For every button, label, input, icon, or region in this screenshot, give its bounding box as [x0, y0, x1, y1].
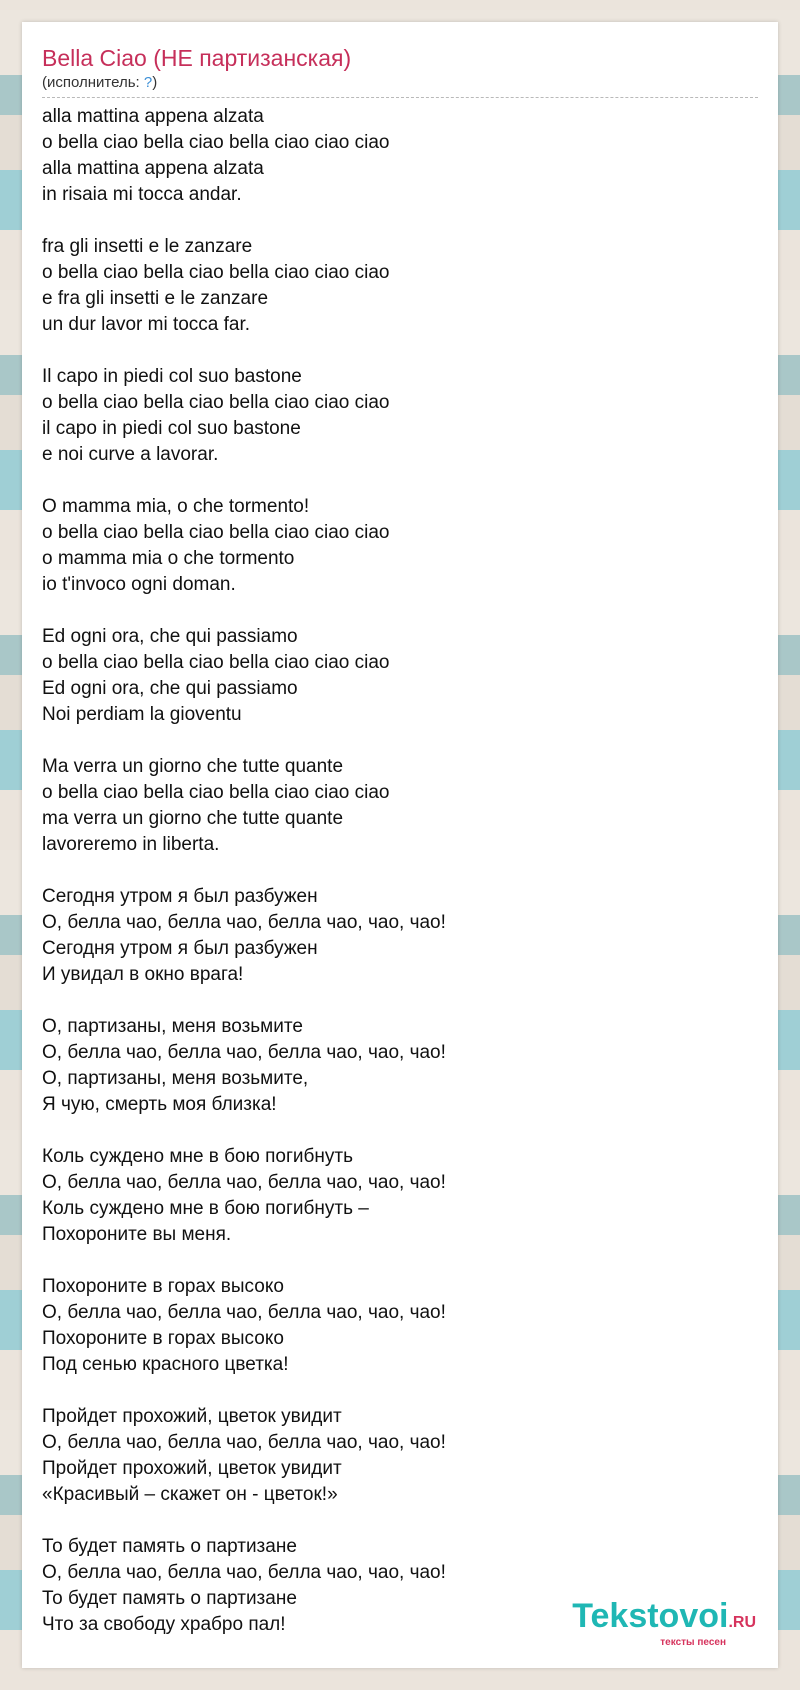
lyrics-stanza: [42, 364, 742, 468]
lyrics-line: О, партизаны, меня возьмите,: [42, 1068, 309, 1089]
lyrics-line: Коль суждено мне в бою погибнуть –: [42, 1198, 369, 1219]
logo-wordmark: [572, 1598, 756, 1641]
lyrics-line: О, белла чао, белла чао, белла чао, чао, чао!: [42, 1172, 446, 1193]
lyrics-line: o bella ciao bella ciao bella ciao ciao ciao: [42, 132, 390, 153]
lyrics-stanza: [42, 1144, 742, 1248]
lyrics-line: fra gli insetti e le zanzare: [42, 236, 253, 257]
lyrics-line: Я чую, смерть моя близка!: [42, 1094, 277, 1115]
lyrics-line: Коль суждено мне в бою погибнуть: [42, 1146, 354, 1167]
lyrics-line: io t'invoco ogni doman.: [42, 574, 236, 595]
lyrics-line: Ed ogni ora, che qui passiamo: [42, 626, 298, 647]
lyrics-stanza: [42, 754, 742, 858]
lyrics-line: in risaia mi tocca andar.: [42, 184, 242, 205]
lyrics-line: O mamma mia, o che tormento!: [42, 496, 310, 517]
lyrics-stanza: [42, 234, 742, 338]
lyrics-card: [22, 22, 778, 1668]
lyrics-line: «Красивый – скажет он - цветок!»: [42, 1484, 338, 1505]
lyrics-line: Что за свободу храбро пал!: [42, 1614, 286, 1635]
lyrics-line: o bella ciao bella ciao bella ciao ciao ciao: [42, 782, 390, 803]
lyrics-line: alla mattina appena alzata: [42, 106, 264, 127]
artist-prefix: (исполнитель:: [42, 74, 144, 91]
lyrics-line: Сегодня утром я был разбужен: [42, 938, 318, 959]
logo-name: Tekstovoi: [572, 1597, 729, 1635]
lyrics-line: o bella ciao bella ciao bella ciao ciao ciao: [42, 262, 390, 283]
lyrics-line: ma verra un giorno che tutte quante: [42, 808, 344, 829]
lyrics-line: О, белла чао, белла чао, белла чао, чао, чао!: [42, 1432, 446, 1453]
lyrics-line: o bella ciao bella ciao bella ciao ciao ciao: [42, 522, 390, 543]
lyrics-line: То будет память о партизане: [42, 1588, 297, 1609]
lyrics-line: О, белла чао, белла чао, белла чао, чао, чао!: [42, 1562, 446, 1583]
lyrics-body: [42, 104, 742, 1664]
lyrics-line: То будет память о партизане: [42, 1536, 297, 1557]
lyrics-line: О, партизаны, меня возьмите: [42, 1016, 303, 1037]
lyrics-line: О, белла чао, белла чао, белла чао, чао, чао!: [42, 1302, 446, 1323]
lyrics-stanza: [42, 104, 742, 208]
lyrics-line: Сегодня утром я был разбужен: [42, 886, 318, 907]
artist-link[interactable]: ?: [143, 74, 153, 91]
song-title: Bella Ciao (НЕ партизанская): [42, 45, 352, 71]
lyrics-line: Пройдет прохожий, цветок увидит: [42, 1406, 342, 1427]
lyrics-line: Пройдет прохожий, цветок увидит: [42, 1458, 342, 1479]
lyrics-stanza: [42, 1404, 742, 1508]
lyrics-stanza: [42, 1274, 742, 1378]
lyrics-line: О, белла чао, белла чао, белла чао, чао, чао!: [42, 1042, 446, 1063]
lyrics-line: Ed ogni ora, che qui passiamo: [42, 678, 298, 699]
lyrics-stanza: [42, 624, 742, 728]
lyrics-line: un dur lavor mi tocca far.: [42, 314, 251, 335]
lyrics-line: Похороните в горах высоко: [42, 1276, 284, 1297]
lyrics-line: О, белла чао, белла чао, белла чао, чао, чао!: [42, 912, 446, 933]
lyrics-line: e fra gli insetti e le zanzare: [42, 288, 269, 309]
lyrics-line: lavoreremo in liberta.: [42, 834, 220, 855]
artist-line: [42, 73, 758, 98]
logo-tagline: тексты песен: [660, 1637, 726, 1648]
lyrics-stanza: [42, 884, 742, 988]
lyrics-line: alla mattina appena alzata: [42, 158, 264, 179]
lyrics-line: o bella ciao bella ciao bella ciao ciao ciao: [42, 652, 390, 673]
song-header: [42, 43, 758, 98]
lyrics-line: Noi perdiam la gioventu: [42, 704, 242, 725]
logo-tld: .RU: [728, 1614, 756, 1631]
lyrics-line: Ma verra un giorno che tutte quante: [42, 756, 344, 777]
lyrics-stanza: [42, 1014, 742, 1118]
lyrics-stanza: [42, 494, 742, 598]
lyrics-line: e noi curve a lavorar.: [42, 444, 219, 465]
lyrics-line: o bella ciao bella ciao bella ciao ciao ciao: [42, 392, 390, 413]
lyrics-line: И увидал в окно врага!: [42, 964, 244, 985]
lyrics-line: Похороните в горах высоко: [42, 1328, 284, 1349]
lyrics-line: il capo in piedi col suo bastone: [42, 418, 301, 439]
lyrics-line: Il capo in piedi col suo bastone: [42, 366, 302, 387]
lyrics-line: o mamma mia o che tormento: [42, 548, 295, 569]
lyrics-line: Похороните вы меня.: [42, 1224, 232, 1245]
artist-suffix: ): [152, 74, 158, 91]
site-logo[interactable]: [572, 1598, 756, 1648]
lyrics-line: Под сенью красного цветка!: [42, 1354, 289, 1375]
